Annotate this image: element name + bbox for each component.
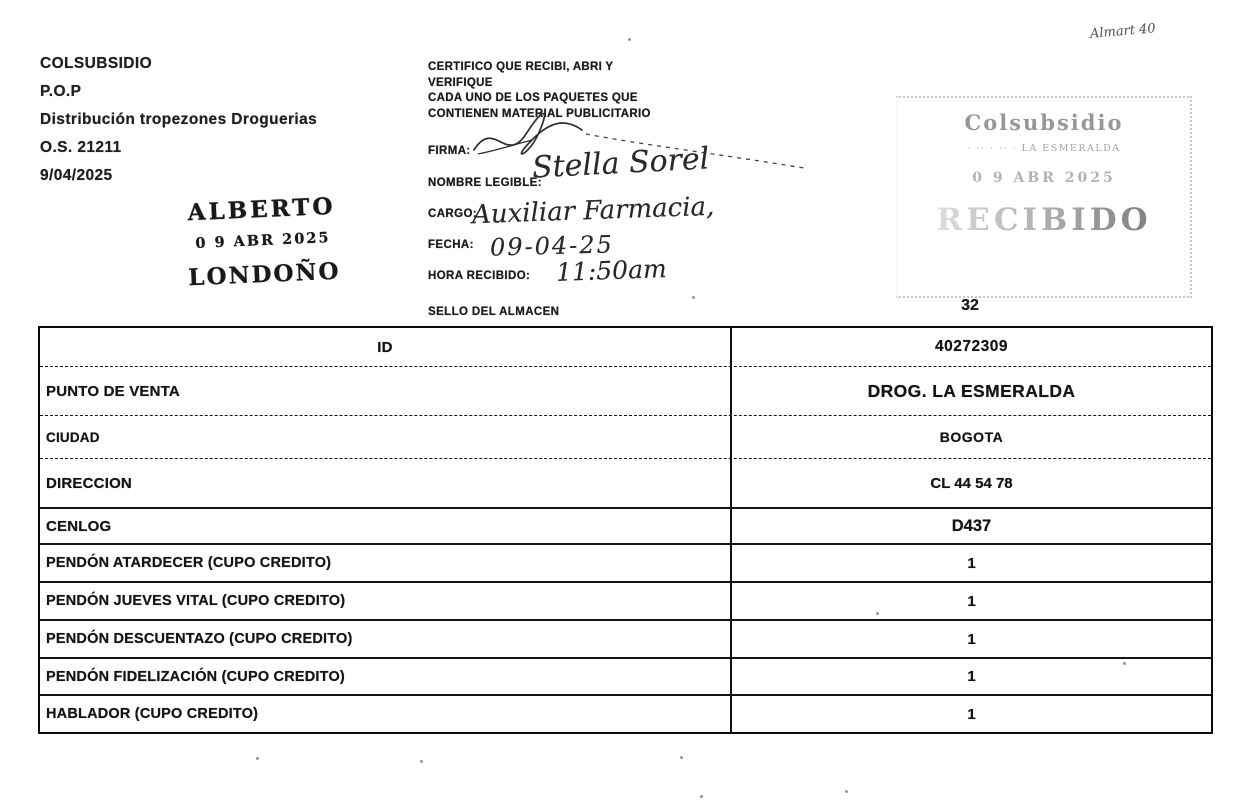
campaign-title: Distribución tropezones Droguerias: [40, 111, 318, 128]
table-row: [40, 415, 1211, 458]
row-label: ID: [40, 328, 732, 366]
table-row: [40, 581, 1211, 619]
stamp-name-bottom: LONDOÑO: [187, 257, 342, 292]
handwritten-fecha: 09-04-25: [489, 230, 615, 262]
table-row: [40, 507, 1211, 543]
scan-noise: [700, 795, 703, 798]
row-value: D437: [951, 516, 992, 535]
warehouse-stamp-date: 0 9 ABR 2025: [972, 170, 1116, 186]
certification-line: VERIFIQUE: [428, 76, 493, 89]
row-label: DIRECCION: [40, 459, 732, 507]
scan-noise: [680, 756, 683, 759]
row-value: 1: [967, 630, 976, 648]
row-value: 1: [967, 668, 976, 685]
table-row: [40, 366, 1211, 415]
certification-line: CONTIENEN MATERIAL PUBLICITARIO: [428, 107, 651, 120]
table-row: [40, 328, 1211, 366]
row-value: BOGOTA: [939, 429, 1004, 445]
received-date-stamp: [166, 192, 360, 292]
stamp-name-top: ALBERTO: [187, 192, 337, 227]
scan-noise: [845, 790, 848, 793]
row-value: 1: [967, 705, 976, 723]
hora-recibido-label: HORA RECIBIDO:: [428, 270, 531, 282]
table-row: [40, 657, 1211, 694]
document-header: [40, 50, 317, 190]
scan-noise: [692, 296, 695, 299]
certification-line: CADA UNO DE LOS PAQUETES QUE: [428, 92, 638, 104]
corner-pencil-note: Almart 40: [1089, 21, 1157, 42]
warehouse-recibido-stamp: [896, 96, 1192, 298]
department: P.O.P: [40, 83, 82, 100]
warehouse-stamp-location: · ·· · ·· · LA ESMERALDA: [967, 143, 1121, 154]
scan-noise: [420, 760, 423, 763]
table-row: [40, 619, 1211, 657]
row-label: CENLOG: [40, 509, 732, 543]
pop-table: [38, 326, 1213, 734]
row-label: CIUDAD: [40, 416, 732, 458]
row-label: PENDÓN FIDELIZACIÓN (CUPO CREDITO): [40, 659, 732, 694]
scan-noise: [876, 612, 879, 615]
row-value: 40272309: [935, 338, 1008, 355]
stamp-date: 0 9 ABR 2025: [195, 229, 331, 252]
row-label: PENDÓN DESCUENTAZO (CUPO CREDITO): [40, 621, 732, 657]
warehouse-stamp-status: RECIBIDO: [898, 202, 1190, 238]
scan-noise: [256, 757, 259, 760]
nombre-legible-label: NOMBRE LEGIBLE:: [428, 177, 542, 189]
handwritten-hora: 11:50am: [555, 254, 668, 287]
row-label: PENDÓN JUEVES VITAL (CUPO CREDITO): [40, 583, 732, 619]
document-date: 9/04/2025: [40, 167, 113, 184]
row-label: PENDÓN ATARDECER (CUPO CREDITO): [40, 545, 732, 581]
row-label: PUNTO DE VENTA: [40, 367, 732, 415]
cargo-label: CARGO:: [428, 208, 478, 220]
firma-label: FIRMA:: [428, 145, 471, 157]
certification-line: CERTIFICO QUE RECIBI, ABRI Y: [428, 61, 614, 73]
table-row: [40, 694, 1211, 732]
table-row: [40, 543, 1211, 581]
row-label: HABLADOR (CUPO CREDITO): [40, 696, 732, 732]
handwritten-cargo: Auxiliar Farmacia,: [471, 191, 715, 231]
page-count: 32: [961, 297, 979, 314]
row-value: CL 44 54 78: [930, 474, 1013, 492]
brand-name: COLSUBSIDIO: [40, 55, 153, 72]
handwritten-name: Stella Sorel: [531, 141, 711, 186]
row-value: 1: [967, 554, 976, 572]
row-value: 1: [967, 592, 976, 610]
scan-noise: [1123, 662, 1126, 665]
row-value: DROG. LA ESMERALDA: [867, 380, 1076, 401]
warehouse-stamp-brand: Colsubsidio: [964, 110, 1124, 135]
pop-table-body: [40, 328, 1211, 732]
scan-noise: [628, 38, 631, 41]
fecha-label: FECHA:: [428, 239, 474, 251]
sello-almacen-label: SELLO DEL ALMACEN: [428, 306, 560, 318]
table-row: [40, 458, 1211, 507]
order-number: O.S. 21211: [40, 139, 122, 156]
